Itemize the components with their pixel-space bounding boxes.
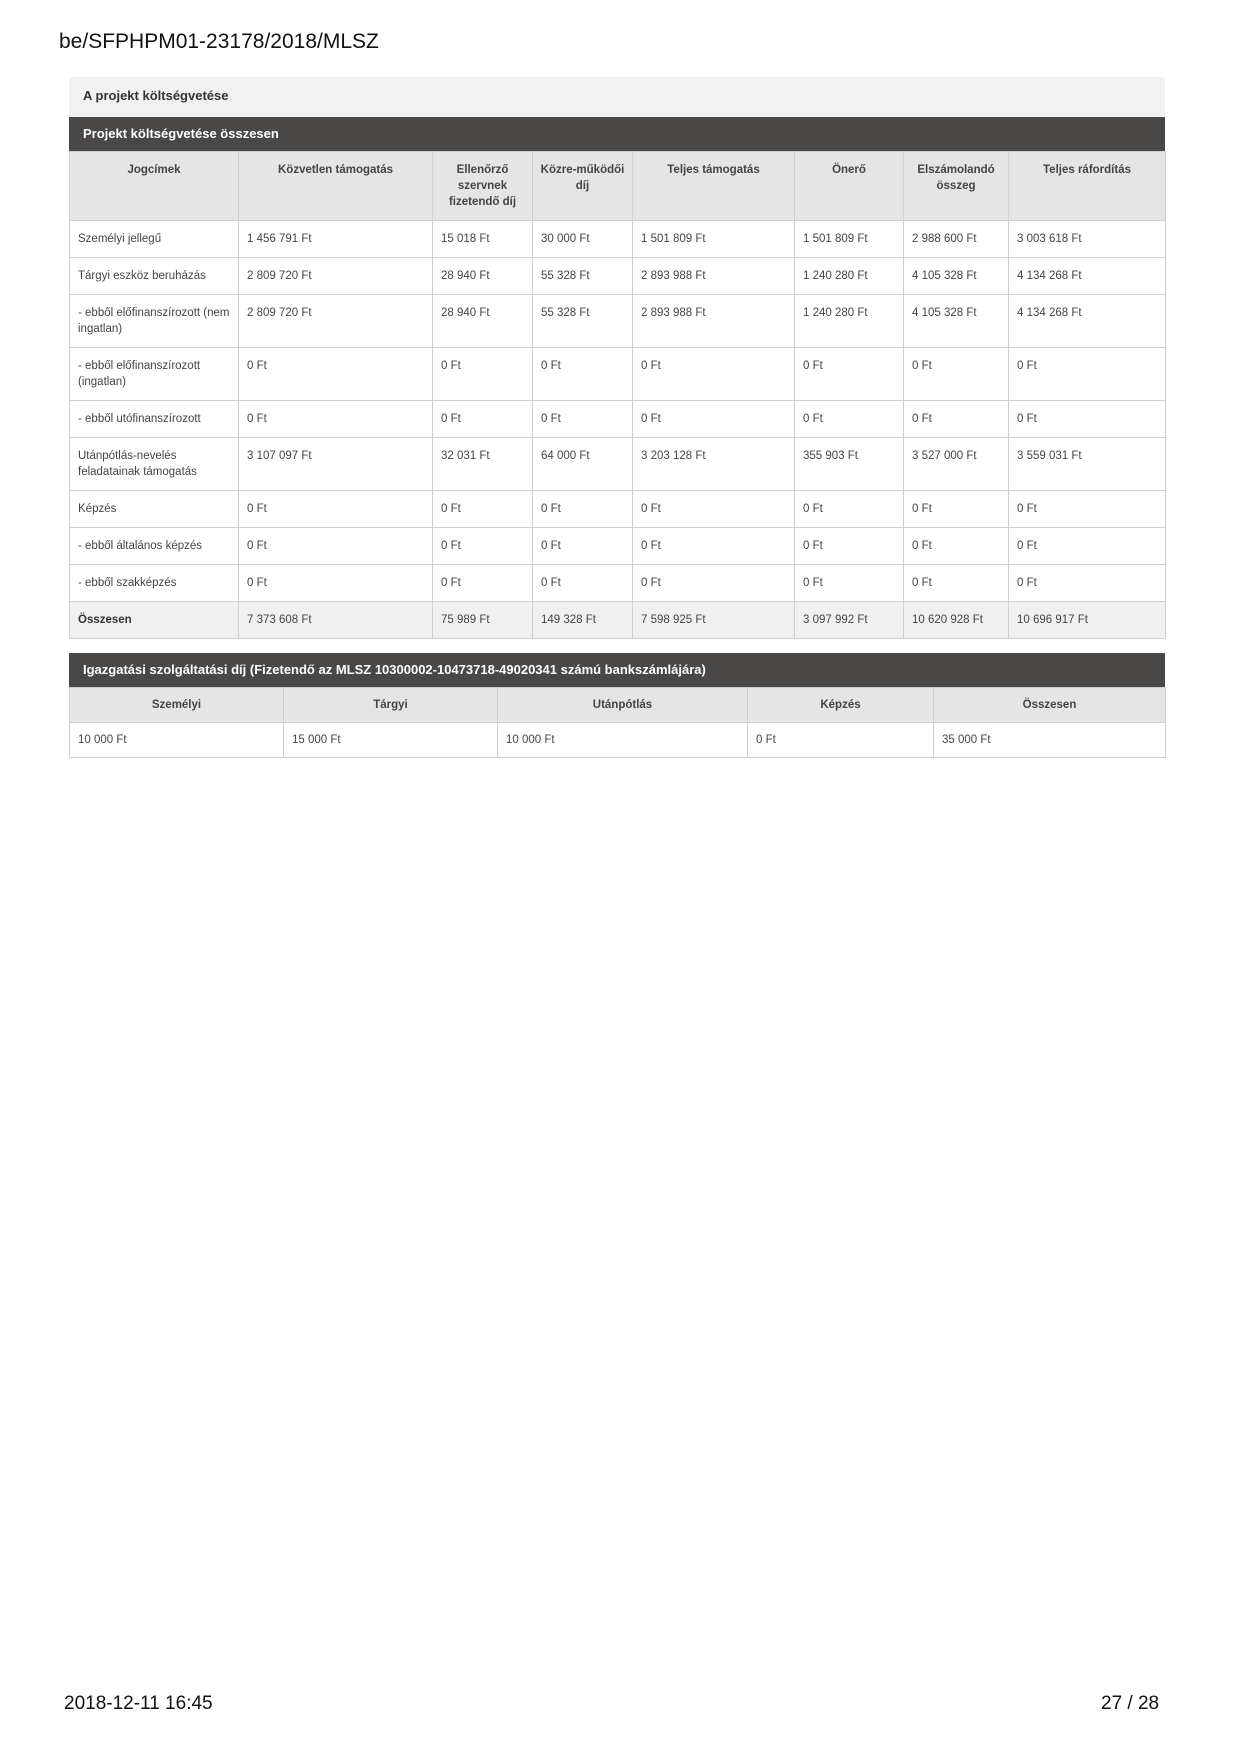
column-header: Utánpótlás xyxy=(498,688,748,723)
amount-cell: 1 240 280 Ft xyxy=(795,295,904,348)
row-label: Személyi jellegű xyxy=(70,221,239,258)
column-header: Teljes ráfordítás xyxy=(1009,152,1166,221)
amount-cell: 55 328 Ft xyxy=(533,295,633,348)
budget-header-row xyxy=(70,152,1166,221)
amount-cell: 0 Ft xyxy=(1009,401,1166,438)
amount-cell: 0 Ft xyxy=(433,565,533,602)
amount-cell: 28 940 Ft xyxy=(433,258,533,295)
column-header: Önerő xyxy=(795,152,904,221)
amount-cell: 1 240 280 Ft xyxy=(795,258,904,295)
amount-cell: 0 Ft xyxy=(904,348,1009,401)
total-cell: 7 598 925 Ft xyxy=(633,602,795,639)
total-cell: 7 373 608 Ft xyxy=(239,602,433,639)
amount-cell: 0 Ft xyxy=(533,401,633,438)
document-id: be/SFPHPM01-23178/2018/MLSZ xyxy=(59,30,379,53)
total-cell: 10 620 928 Ft xyxy=(904,602,1009,639)
budget-row xyxy=(70,565,1166,602)
footer-timestamp: 2018-12-11 16:45 xyxy=(64,1693,213,1714)
amount-cell: 0 Ft xyxy=(633,401,795,438)
amount-cell: 1 501 809 Ft xyxy=(633,221,795,258)
amount-cell: 0 Ft xyxy=(795,565,904,602)
amount-cell: 0 Ft xyxy=(904,491,1009,528)
total-cell: 75 989 Ft xyxy=(433,602,533,639)
fee-cell: 10 000 Ft xyxy=(70,723,284,758)
fee-header-row xyxy=(70,688,1166,723)
column-header: Közre-működői díj xyxy=(533,152,633,221)
amount-cell: 0 Ft xyxy=(239,528,433,565)
amount-cell: 3 107 097 Ft xyxy=(239,438,433,491)
amount-cell: 0 Ft xyxy=(239,401,433,438)
amount-cell: 3 559 031 Ft xyxy=(1009,438,1166,491)
amount-cell: 0 Ft xyxy=(633,565,795,602)
amount-cell: 0 Ft xyxy=(533,348,633,401)
row-label: Képzés xyxy=(70,491,239,528)
column-header: Ellenőrző szervnek fizetendő díj xyxy=(433,152,533,221)
amount-cell: 0 Ft xyxy=(795,401,904,438)
row-label: - ebből utófinanszírozott xyxy=(70,401,239,438)
amount-cell: 0 Ft xyxy=(1009,348,1166,401)
budget-table xyxy=(69,151,1166,639)
amount-cell: 0 Ft xyxy=(795,491,904,528)
section-header xyxy=(69,77,1165,117)
budget-table-title: Projekt költségvetése összesen xyxy=(69,117,1165,151)
total-cell: 3 097 992 Ft xyxy=(795,602,904,639)
amount-cell: 15 018 Ft xyxy=(433,221,533,258)
column-header: Elszámolandó összeg xyxy=(904,152,1009,221)
amount-cell: 2 893 988 Ft xyxy=(633,258,795,295)
amount-cell: 55 328 Ft xyxy=(533,258,633,295)
fee-table-title: Igazgatási szolgáltatási díj (Fizetendő az MLSZ 10300002-10473718-49020341 számú bankszámlájára) xyxy=(69,653,1165,687)
amount-cell: 0 Ft xyxy=(239,491,433,528)
row-label: - ebből szakképzés xyxy=(70,565,239,602)
section-title: A projekt költségvetése xyxy=(83,88,229,103)
fee-cell: 15 000 Ft xyxy=(284,723,498,758)
column-header: Jogcímek xyxy=(70,152,239,221)
amount-cell: 355 903 Ft xyxy=(795,438,904,491)
amount-cell: 0 Ft xyxy=(633,348,795,401)
amount-cell: 0 Ft xyxy=(433,528,533,565)
amount-cell: 0 Ft xyxy=(633,528,795,565)
amount-cell: 2 988 600 Ft xyxy=(904,221,1009,258)
row-label: Utánpótlás-nevelés feladatainak támogatás xyxy=(70,438,239,491)
amount-cell: 0 Ft xyxy=(533,491,633,528)
budget-row xyxy=(70,295,1166,348)
amount-cell: 1 501 809 Ft xyxy=(795,221,904,258)
column-header: Összesen xyxy=(934,688,1166,723)
amount-cell: 64 000 Ft xyxy=(533,438,633,491)
amount-cell: 0 Ft xyxy=(433,491,533,528)
amount-cell: 3 003 618 Ft xyxy=(1009,221,1166,258)
amount-cell: 4 105 328 Ft xyxy=(904,258,1009,295)
fee-cell: 10 000 Ft xyxy=(498,723,748,758)
row-label: Tárgyi eszköz beruházás xyxy=(70,258,239,295)
amount-cell: 3 203 128 Ft xyxy=(633,438,795,491)
amount-cell: 2 809 720 Ft xyxy=(239,295,433,348)
amount-cell: 0 Ft xyxy=(239,565,433,602)
amount-cell: 0 Ft xyxy=(904,401,1009,438)
amount-cell: 0 Ft xyxy=(795,348,904,401)
amount-cell: 0 Ft xyxy=(1009,528,1166,565)
budget-row xyxy=(70,401,1166,438)
fee-cell: 0 Ft xyxy=(748,723,934,758)
amount-cell: 2 809 720 Ft xyxy=(239,258,433,295)
fee-row xyxy=(70,723,1166,758)
column-header: Közvetlen támogatás xyxy=(239,152,433,221)
amount-cell: 0 Ft xyxy=(795,528,904,565)
amount-cell: 4 134 268 Ft xyxy=(1009,295,1166,348)
amount-cell: 0 Ft xyxy=(239,348,433,401)
total-label: Összesen xyxy=(70,602,239,639)
amount-cell: 32 031 Ft xyxy=(433,438,533,491)
amount-cell: 0 Ft xyxy=(904,565,1009,602)
row-label: - ebből előfinanszírozott (nem ingatlan) xyxy=(70,295,239,348)
amount-cell: 1 456 791 Ft xyxy=(239,221,433,258)
total-cell: 10 696 917 Ft xyxy=(1009,602,1166,639)
total-cell: 149 328 Ft xyxy=(533,602,633,639)
column-header: Tárgyi xyxy=(284,688,498,723)
amount-cell: 0 Ft xyxy=(633,491,795,528)
budget-row xyxy=(70,221,1166,258)
row-label: - ebből előfinanszírozott (ingatlan) xyxy=(70,348,239,401)
budget-row xyxy=(70,438,1166,491)
amount-cell: 3 527 000 Ft xyxy=(904,438,1009,491)
fee-cell: 35 000 Ft xyxy=(934,723,1166,758)
budget-row xyxy=(70,348,1166,401)
column-header: Teljes támogatás xyxy=(633,152,795,221)
column-header: Képzés xyxy=(748,688,934,723)
amount-cell: 0 Ft xyxy=(433,401,533,438)
amount-cell: 4 134 268 Ft xyxy=(1009,258,1166,295)
amount-cell: 0 Ft xyxy=(1009,491,1166,528)
row-label: - ebből általános képzés xyxy=(70,528,239,565)
amount-cell: 0 Ft xyxy=(904,528,1009,565)
amount-cell: 0 Ft xyxy=(533,565,633,602)
amount-cell: 0 Ft xyxy=(1009,565,1166,602)
fee-table xyxy=(69,687,1166,758)
amount-cell: 0 Ft xyxy=(533,528,633,565)
budget-total-row xyxy=(70,602,1166,639)
budget-row xyxy=(70,258,1166,295)
budget-row xyxy=(70,528,1166,565)
amount-cell: 30 000 Ft xyxy=(533,221,633,258)
budget-row xyxy=(70,491,1166,528)
amount-cell: 4 105 328 Ft xyxy=(904,295,1009,348)
amount-cell: 28 940 Ft xyxy=(433,295,533,348)
column-header: Személyi xyxy=(70,688,284,723)
page-number: 27 / 28 xyxy=(1101,1693,1160,1714)
amount-cell: 2 893 988 Ft xyxy=(633,295,795,348)
amount-cell: 0 Ft xyxy=(433,348,533,401)
